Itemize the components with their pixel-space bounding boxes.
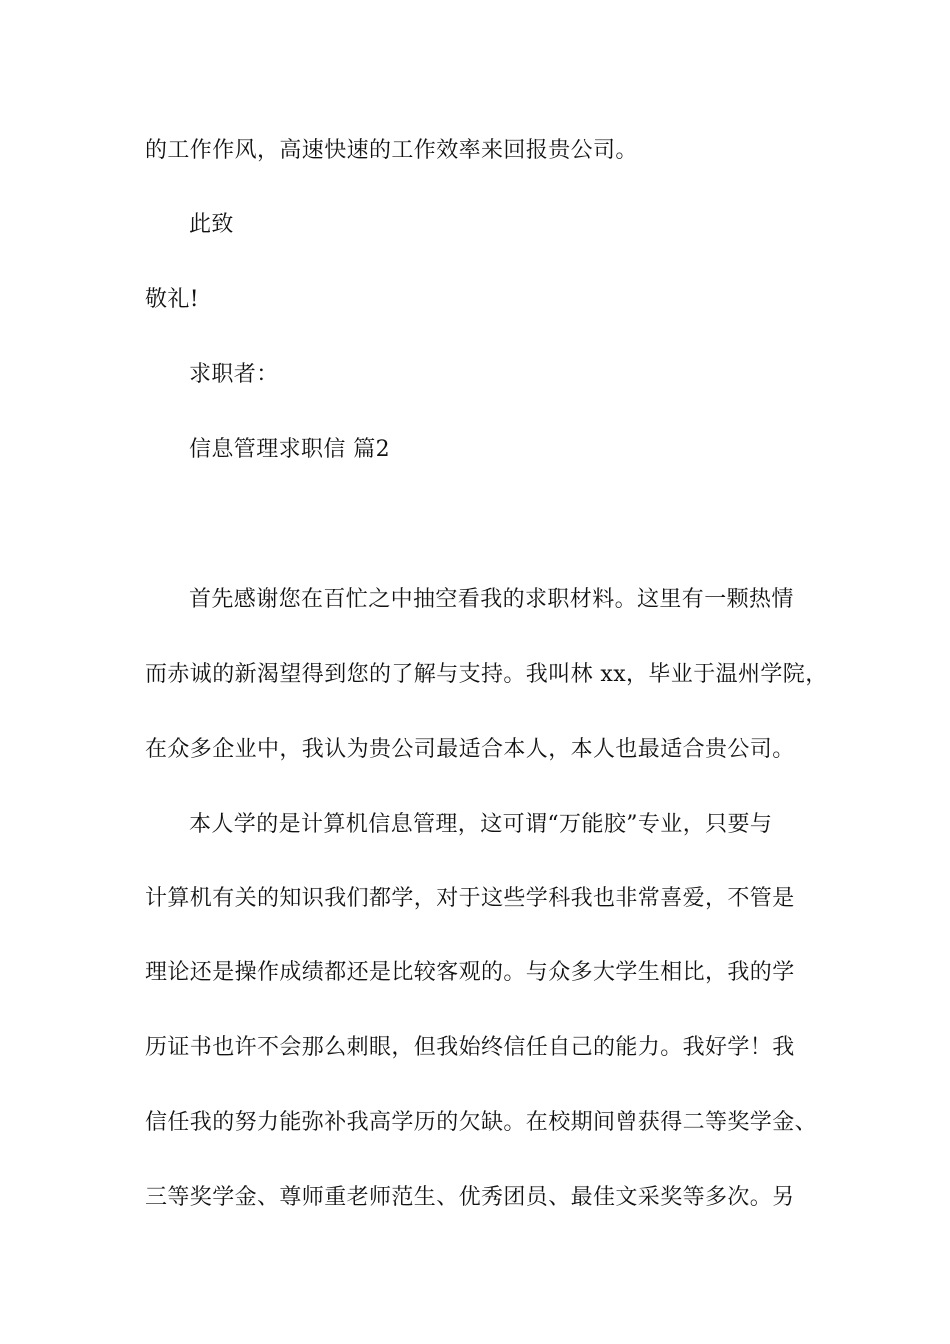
paragraph-line: 信任我的努力能弥补我高学历的欠缺。在校期间曾获得二等奖学金、 bbox=[145, 1110, 818, 1135]
closing-sentence: 的工作作风，高速快速的工作效率来回报贵公司。 bbox=[145, 138, 638, 163]
salutation-jingli: 敬礼! bbox=[145, 287, 200, 312]
section-heading: 信息管理求职信 篇2 bbox=[189, 437, 390, 462]
paragraph-line: 在众多企业中，我认为贵公司最适合本人，本人也最适合贵公司。 bbox=[145, 737, 795, 762]
paragraph-line: 首先感谢您在百忙之中抽空看我的求职材料。这里有一颗热情 bbox=[189, 587, 794, 612]
paragraph-line: 计算机有关的知识我们都学，对于这些学科我也非常喜爱，不管是 bbox=[145, 886, 795, 911]
paragraph-line: 而赤诚的新渴望得到您的了解与支持。我叫林 xx，毕业于温州学院， bbox=[145, 662, 828, 687]
paragraph-line: 历证书也许不会那么刺眼，但我始终信任自己的能力。我好学！我 bbox=[145, 1035, 795, 1060]
salutation-cizhi: 此致 bbox=[189, 212, 234, 237]
applicant-signature-label: 求职者： bbox=[189, 362, 279, 387]
paragraph-line: 三等奖学金、尊师重老师范生、优秀团员、最佳文采奖等多次。另 bbox=[145, 1185, 795, 1210]
paragraph-line: 理论还是操作成绩都还是比较客观的。与众多大学生相比，我的学 bbox=[145, 960, 795, 985]
paragraph-line: 本人学的是计算机信息管理，这可谓“万能胶”专业，只要与 bbox=[189, 812, 773, 837]
